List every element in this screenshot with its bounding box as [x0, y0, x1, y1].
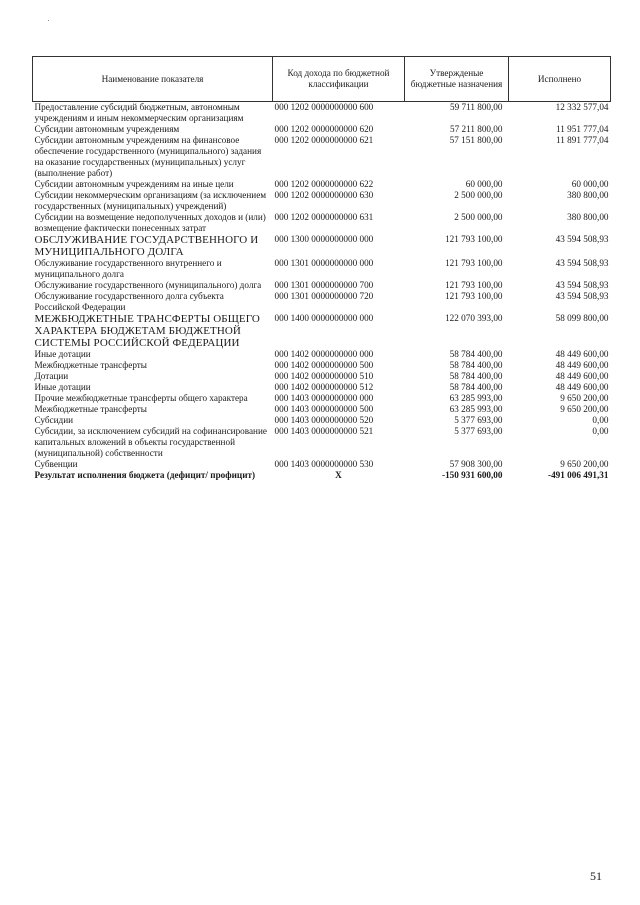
- table-row: [33, 124, 611, 135]
- approved-amount: 2 500 000,00: [454, 190, 503, 200]
- executed-amount: 9 650 200,00: [560, 404, 609, 414]
- result-executed: -491 006 491,31: [548, 470, 609, 480]
- result-code: X: [335, 470, 342, 480]
- approved-amount: 121 793 100,00: [445, 280, 503, 290]
- approved-amount: 5 377 693,00: [454, 426, 503, 436]
- income-code: 000 1301 0000000000 720: [274, 291, 374, 301]
- table-row: [33, 234, 611, 258]
- approved-amount: 121 793 100,00: [445, 258, 503, 268]
- indicator-name: Обслуживание государственного (муниципального) долга: [34, 280, 262, 290]
- indicator-name: Иные дотации: [34, 349, 91, 359]
- approved-amount: 122 070 393,00: [445, 313, 503, 323]
- income-code: 000 1202 0000000000 622: [274, 179, 374, 189]
- income-code: 000 1202 0000000000 620: [274, 124, 374, 134]
- approved-amount: 63 285 993,00: [449, 393, 503, 403]
- indicator-name: Обслуживание государственного долга субъекта Российской Федерации: [34, 291, 224, 312]
- indicator-name: Межбюджетные трансферты: [34, 360, 147, 370]
- executed-amount: 0,00: [592, 426, 609, 436]
- approved-amount: 57 151 800,00: [449, 135, 503, 145]
- table-row: [33, 258, 611, 280]
- executed-amount: 43 594 508,93: [555, 291, 609, 301]
- table-row: [33, 212, 611, 234]
- income-code: 000 1400 0000000000 000: [274, 313, 374, 323]
- indicator-name: Межбюджетные трансферты: [34, 404, 147, 414]
- table-row: [33, 313, 611, 349]
- table-row: [33, 280, 611, 291]
- table-body: [33, 102, 611, 482]
- table-row: [33, 360, 611, 371]
- income-code: 000 1403 0000000000 530: [274, 459, 374, 469]
- header-income-code: Код дохода по бюджетной классификации: [273, 57, 405, 102]
- executed-amount: 11 891 777,04: [556, 135, 609, 145]
- indicator-name: Субсидии автономным учреждениям на иные цели: [34, 179, 234, 189]
- indicator-name: Субсидии автономным учреждениям: [34, 124, 180, 134]
- result-name: Результат исполнения бюджета (дефицит/ профицит): [34, 470, 256, 480]
- table-row: [33, 179, 611, 190]
- income-code: 000 1403 0000000000 000: [274, 393, 374, 403]
- approved-amount: 2 500 000,00: [454, 212, 503, 222]
- executed-amount: 48 449 600,00: [555, 349, 609, 359]
- executed-amount: 0,00: [592, 415, 609, 425]
- indicator-name: Предоставление субсидий бюджетным, автономным учреждениям и иным некоммерческим организациям: [34, 102, 244, 123]
- indicator-name: Субсидии: [34, 415, 74, 425]
- approved-amount: 58 784 400,00: [449, 349, 503, 359]
- income-code: 000 1202 0000000000 630: [274, 190, 374, 200]
- indicator-name: Прочие межбюджетные трансферты общего характера: [34, 393, 248, 403]
- indicator-name: Субсидии на возмещение недополученных доходов и (или) возмещение фактически понесенных затрат: [34, 212, 266, 233]
- header-indicator-name: Наименование показателя: [33, 57, 273, 102]
- scan-speck: [48, 20, 49, 21]
- table-header-row: [33, 57, 611, 102]
- approved-amount: 58 784 400,00: [449, 382, 503, 392]
- table-row: [33, 382, 611, 393]
- indicator-name: Иные дотации: [34, 382, 91, 392]
- income-code: 000 1402 0000000000 510: [274, 371, 374, 381]
- table-row: [33, 371, 611, 382]
- indicator-name: Субсидии, за исключением субсидий на софинансирование капитальных вложений в объекты государственной (муниципальной) собственности: [34, 426, 267, 458]
- executed-amount: 48 449 600,00: [555, 382, 609, 392]
- table-row: [33, 393, 611, 404]
- executed-amount: 60 000,00: [571, 179, 609, 189]
- approved-amount: 57 908 300,00: [449, 459, 503, 469]
- executed-amount: 11 951 777,04: [556, 124, 609, 134]
- income-code: 000 1402 0000000000 512: [274, 382, 374, 392]
- page-number: 51: [590, 869, 602, 883]
- executed-amount: 380 800,00: [567, 190, 609, 200]
- executed-amount: 43 594 508,93: [555, 234, 609, 244]
- table-row: [33, 404, 611, 415]
- income-code: 000 1202 0000000000 600: [274, 102, 374, 112]
- income-code: 000 1301 0000000000 700: [274, 280, 374, 290]
- table-row: [33, 426, 611, 459]
- executed-amount: 48 449 600,00: [555, 360, 609, 370]
- indicator-name: Субсидии некоммерческим организациям (за исключением государственных (муниципальных) учреждений): [34, 190, 267, 211]
- indicator-name: Субвенции: [34, 459, 78, 469]
- table-row: [33, 415, 611, 426]
- approved-amount: 5 377 693,00: [454, 415, 503, 425]
- indicator-name: МЕЖБЮДЖЕТНЫЕ ТРАНСФЕРТЫ ОБЩЕГО ХАРАКТЕРА БЮДЖЕТАМ БЮДЖЕТНОЙ СИСТЕМЫ РОССИЙСКОЙ ФЕДЕРАЦИИ: [34, 313, 260, 349]
- income-code: 000 1202 0000000000 631: [274, 212, 374, 222]
- income-code: 000 1300 0000000000 000: [274, 234, 374, 244]
- executed-amount: 43 594 508,93: [555, 258, 609, 268]
- income-code: 000 1403 0000000000 500: [274, 404, 374, 414]
- indicator-name: Дотации: [34, 371, 69, 381]
- header-approved: Утвержденые бюджетные назначения: [405, 57, 509, 102]
- approved-amount: 60 000,00: [465, 179, 503, 189]
- table-row: [33, 102, 611, 125]
- income-code: 000 1402 0000000000 000: [274, 349, 374, 359]
- approved-amount: 58 784 400,00: [449, 360, 503, 370]
- executed-amount: 380 800,00: [567, 212, 609, 222]
- income-code: 000 1402 0000000000 500: [274, 360, 374, 370]
- table-row: [33, 291, 611, 313]
- indicator-name: Субсидии автономным учреждениям на финансовое обеспечение государственного (муниципального) задания на оказание государственных (муниципальных) услуг (выполнение работ): [34, 135, 262, 178]
- income-code: 000 1301 0000000000 000: [274, 258, 374, 268]
- table-row: [33, 459, 611, 470]
- table-row: [33, 190, 611, 212]
- budget-execution-table: [32, 56, 611, 481]
- income-code: 000 1403 0000000000 521: [274, 426, 374, 436]
- indicator-name: ОБСЛУЖИВАНИЕ ГОСУДАРСТВЕННОГО И МУНИЦИПАЛЬНОГО ДОЛГА: [34, 234, 259, 258]
- approved-amount: 63 285 993,00: [449, 404, 503, 414]
- header-executed: Исполнено: [509, 57, 611, 102]
- executed-amount: 9 650 200,00: [560, 393, 609, 403]
- executed-amount: 48 449 600,00: [555, 371, 609, 381]
- indicator-name: Обслуживание государственного внутреннего и муниципального долга: [34, 258, 222, 279]
- executed-amount: 12 332 577,04: [555, 102, 609, 112]
- income-code: 000 1202 0000000000 621: [274, 135, 374, 145]
- approved-amount: 58 784 400,00: [449, 371, 503, 381]
- executed-amount: 58 099 800,00: [555, 313, 609, 323]
- result-approved: -150 931 600,00: [442, 470, 503, 480]
- table-row: [33, 349, 611, 360]
- approved-amount: 121 793 100,00: [445, 291, 503, 301]
- approved-amount: 59 711 800,00: [450, 102, 503, 112]
- result-row: [33, 470, 611, 481]
- executed-amount: 43 594 508,93: [555, 280, 609, 290]
- income-code: 000 1403 0000000000 520: [274, 415, 374, 425]
- approved-amount: 121 793 100,00: [445, 234, 503, 244]
- approved-amount: 57 211 800,00: [450, 124, 503, 134]
- table-row: [33, 135, 611, 179]
- executed-amount: 9 650 200,00: [560, 459, 609, 469]
